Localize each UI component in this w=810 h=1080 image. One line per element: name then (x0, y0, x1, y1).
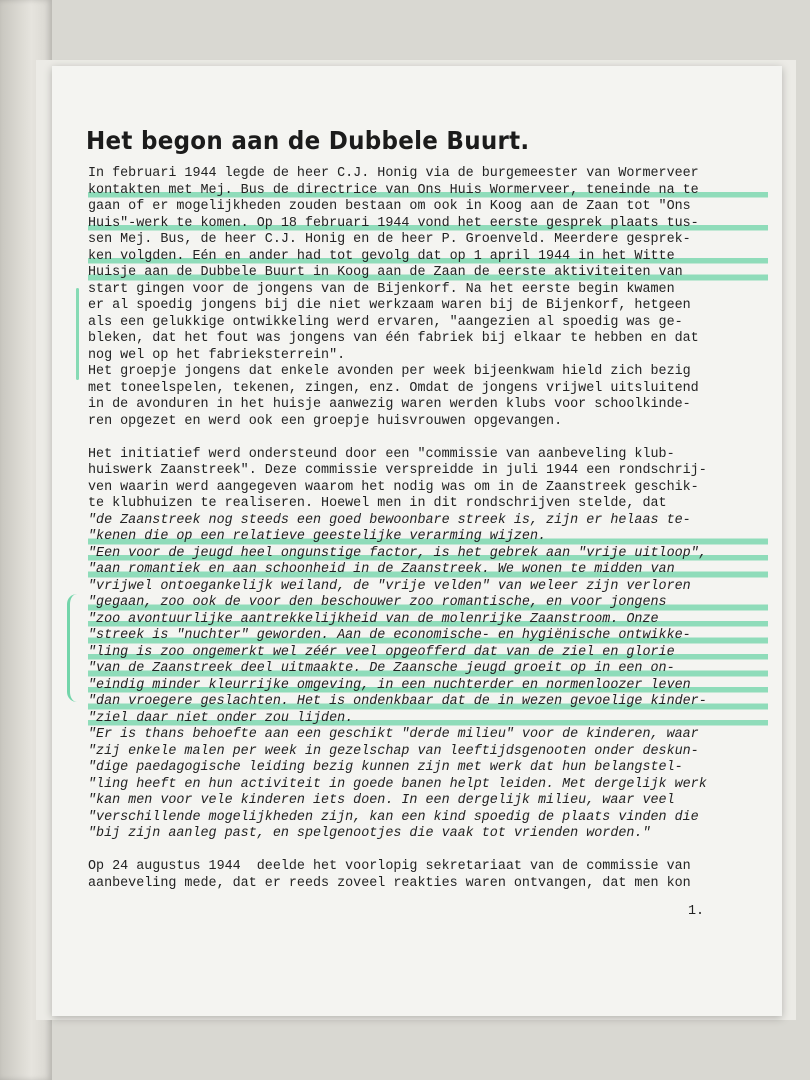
paragraph-gap (88, 430, 768, 447)
text-line: ven waarin werd aangegeven waarom het nodig was om in de Zaanstreek geschik- (88, 479, 699, 495)
text-line: Huisje aan de Dubbele Buurt in Koog aan de Zaan de eerste aktiviteiten van (88, 265, 768, 282)
quote-line: "gegaan, zoo ook de voor den beschouwer zoo romantische, en voor jongens (88, 595, 768, 612)
text-line: met toneelspelen, tekenen, zingen, enz. Omdat de jongens vrijwel uitsluitend (88, 380, 699, 396)
quote-line: "aan romantiek en aan schoonheid in de Zaanstreek. We wonen te midden van (88, 562, 768, 579)
quote-line: "ziel daar niet onder zou lijden. (88, 711, 768, 728)
text-line: Het initiatief werd ondersteund door een "commissie van aanbeveling klub- (88, 446, 675, 462)
quote-line: "ling is zoo ongemerkt wel zéér veel opgeofferd dat van de ziel en glorie (88, 645, 768, 662)
quote-line: "vrijwel ontoegankelijk weiland, de "vrije velden" van weleer zijn verloren (88, 578, 691, 594)
text-line: ren opgezet en werd ook een groepje huisvrouwen opgevangen. (88, 413, 563, 429)
text-line: kontakten met Mej. Bus de directrice van Ons Huis Wormerveer, teneinde na te (88, 183, 768, 200)
quote-line: "verschillende mogelijkheden zijn, kan een kind spoedig de plaats vinden die (88, 809, 699, 825)
text-line: huiswerk Zaanstreek". Deze commissie verspreidde in juli 1944 een rondschrij- (88, 463, 707, 478)
text-line: In februari 1944 legde de heer C.J. Honig via de burgemeester van Wormerveer (88, 166, 699, 181)
quote-line: "van de Zaanstreek deel uitmaakte. De Zaansche jeugd groeit op in een on- (88, 661, 768, 678)
text-line: start gingen voor de jongens van de Bijenkorf. Na het eerste begin kwamen (88, 281, 675, 297)
page-title: Het begon aan de Dubbele Buurt. (86, 126, 530, 155)
text-line: in de avonduren in het huisje aanwezig waren werden klubs voor schoolkinde- (88, 397, 691, 412)
quote-line: "zij enkele malen per week in gezelschap van leeftijdsgenooten onder deskun- (88, 743, 699, 759)
quote-line: "streek is "nuchter" geworden. Aan de economische- en hygiënische ontwikke- (88, 628, 768, 645)
margin-bracket-mark (67, 594, 82, 702)
text-line: Het groepje jongens dat enkele avonden per week bijeenkwam hield zich bezig (88, 364, 691, 379)
text-line: Huis"-werk te komen. Op 18 februari 1944 vond het eerste gesprek plaats tus- (88, 216, 768, 233)
quote-line: "kenen die op een relatieve geestelijke verarming wijzen. (88, 529, 768, 546)
quote-line: "dan vroegere geslachten. Het is ondenkbaar dat de in wezen gevoelige kinder- (88, 694, 768, 711)
document-page (52, 66, 782, 1016)
text-line: als een gelukkige ontwikkeling werd ervaren, "aangezien al spoedig was ge- (88, 314, 683, 330)
quote-line: "zoo avontuurlijke aantrekkelijkheid van de molenrijke Zaanstroom. Onze (88, 612, 768, 629)
text-line: er al spoedig jongens bij die niet werkzaam waren bij de Bijenkorf, hetgeen (88, 298, 691, 313)
quote-line: "de Zaanstreek nog steeds een goed bewoonbare streek is, zijn er helaas te- (88, 512, 691, 528)
margin-highlight-mark (76, 288, 79, 380)
quote-line: "Er is thans behoefte aan een geschikt "derde milieu" voor de kinderen, waar (88, 727, 699, 742)
text-line: aanbeveling mede, dat er reeds zoveel reakties waren ontvangen, dat men kon (88, 875, 691, 891)
paragraph-gap (88, 843, 768, 860)
quote-line: "eindig minder kleurrijke omgeving, in een nuchterder en normenloozer leven (88, 678, 768, 695)
quote-line: "Een voor de jeugd heel ongunstige factor, is het gebrek aan "vrije uitloop", (88, 546, 768, 563)
text-line: nog wel op het fabrieksterrein". (88, 347, 346, 363)
text-line: te klubhuizen te realiseren. Hoewel men in dit rondschrijven stelde, dat (88, 496, 667, 511)
text-line: bleken, dat het fout was jongens van één fabriek bij elkaar te hebben en dat (88, 331, 699, 346)
quote-line: "bij zijn aanleg past, en spelgenootjes die vaak tot vrienden worden." (88, 826, 651, 841)
quote-line: "ling heeft en hun activiteit in goede banen helpt leiden. Met dergelijk werk (88, 776, 707, 792)
text-line: ken volgden. Eén en ander had tot gevolg dat op 1 april 1944 in het Witte (88, 249, 768, 266)
text-line: gaan of er mogelijkheden zouden bestaan om ook in Koog aan de Zaan tot "Ons (88, 199, 691, 214)
quote-line: "dige paedagogische leiding bezig kunnen zijn met werk dat hun belangstel- (88, 760, 683, 775)
text-line: sen Mej. Bus, de heer C.J. Honig en de heer P. Groenveld. Meerdere gesprek- (88, 232, 691, 247)
quote-line: "kan men voor vele kinderen iets doen. In een dergelijk milieu, waar veel (88, 793, 675, 808)
page-number: 1. (688, 904, 705, 919)
text-line: Op 24 augustus 1944 deelde het voorlopig sekretariaat van de commissie van (88, 859, 691, 874)
body-text (88, 166, 768, 892)
